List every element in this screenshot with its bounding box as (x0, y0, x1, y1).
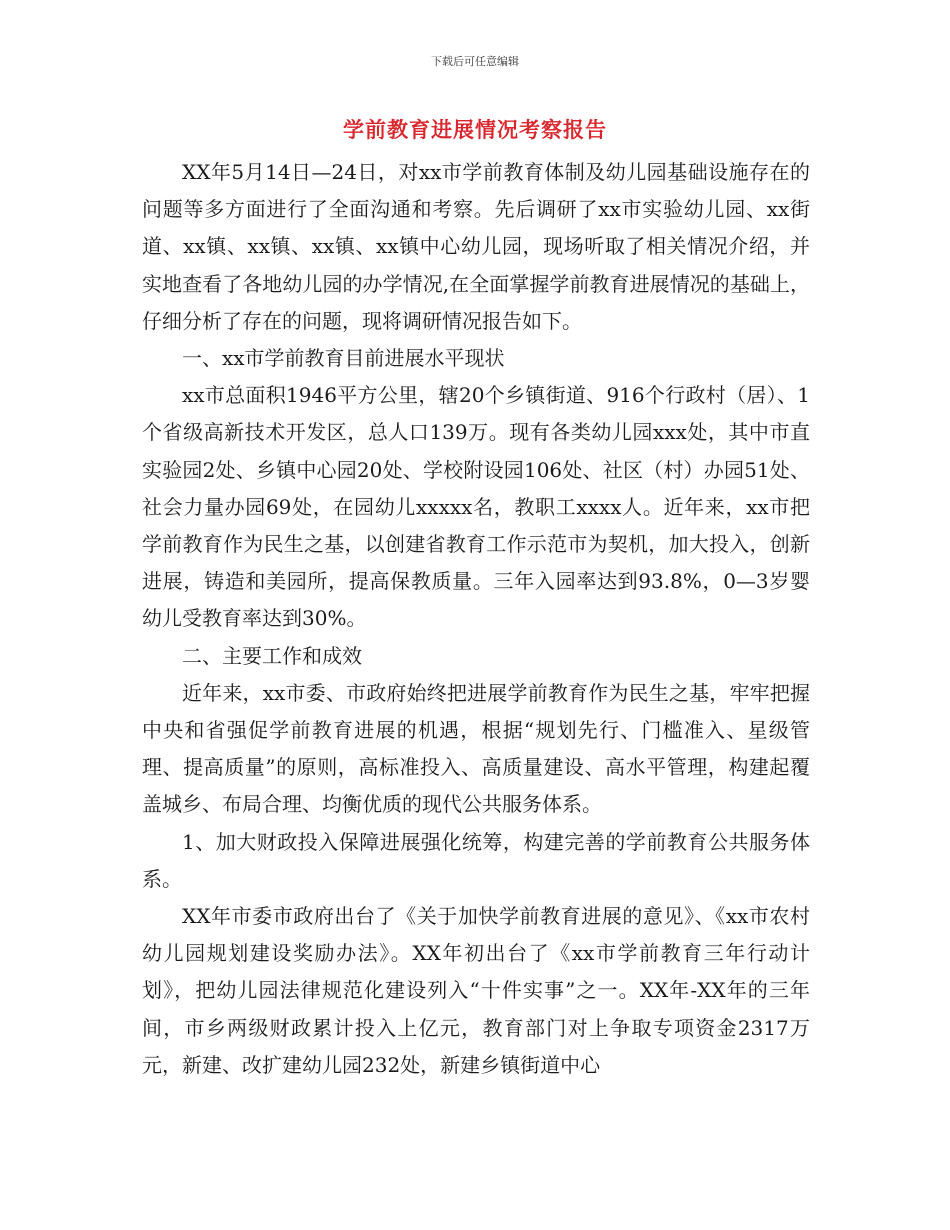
document-title: 学前教育进展情况考察报告 (343, 118, 607, 142)
paragraph-subheading-1: 1、加大财政投入保障进展强化统筹，构建完善的学前教育公共服务体系。 (142, 829, 810, 891)
section-heading-1: 一、xx市学前教育目前进展水平现状 (182, 346, 505, 371)
paragraph-policy: XX年市委市政府出台了《关于加快学前教育进展的意见》、《xx市农村幼儿园规划建设奖励办法》。XX年初出台了《xx市学前教育三年行动计划》，把幼儿园法律规范化建设列入“十件实事”之一。XX年-XX年的三年间，市乡两级财政累计投入上亿元，教育部门对上争取专项资金2317万元，新建、改扩建幼儿园232处，新建乡镇街道中心 (142, 904, 810, 1077)
section-heading-2: 二、主要工作和成效 (182, 643, 362, 668)
header-note: 下载后可任意编辑 (431, 55, 519, 68)
paragraph-status: xx市总面积1946平方公里，辖20个乡镇街道、916个行政村（居）、1个省级高新技术开发区，总人口139万。现有各类幼儿园xxx处，其中市直实验园2处、乡镇中心园20处、学校附设园106处、社区（村）办园51处、社会力量办园69处，在园幼儿xxxxx名，教职工xxxx人。近年来，xx市把学前教育作为民生之基，以创建省教育工作示范市为契机，加大投入，创新进展，铸造和美园所，提高保教质量。三年入园率达到93.8%，0—3岁婴幼儿受教育率达到30%。 (142, 383, 810, 631)
paragraph-achievements: 近年来，xx市委、市政府始终把进展学前教育作为民生之基，牢牢把握中央和省强促学前教育进展的机遇，根据“规划先行、门槛准入、星级管理、提高质量”的原则，高标准投入、高质量建设、高水平管理，构建起覆盖城乡、布局合理、均衡优质的现代公共服务体系。 (142, 680, 810, 817)
paragraph-intro: XX年5月14日—24日，对xx市学前教育体制及幼儿园基础设施存在的问题等多方面进行了全面沟通和考察。先后调研了xx市实验幼儿园、xx街道、xx镇、xx镇、xx镇、xx镇中心幼儿园，现场听取了相关情况介绍，并实地查看了各地幼儿园的办学情况,在全面掌握学前教育进展情况的基础上，仔细分析了存在的问题，现将调研情况报告如下。 (142, 160, 810, 333)
document-body (142, 154, 810, 1084)
